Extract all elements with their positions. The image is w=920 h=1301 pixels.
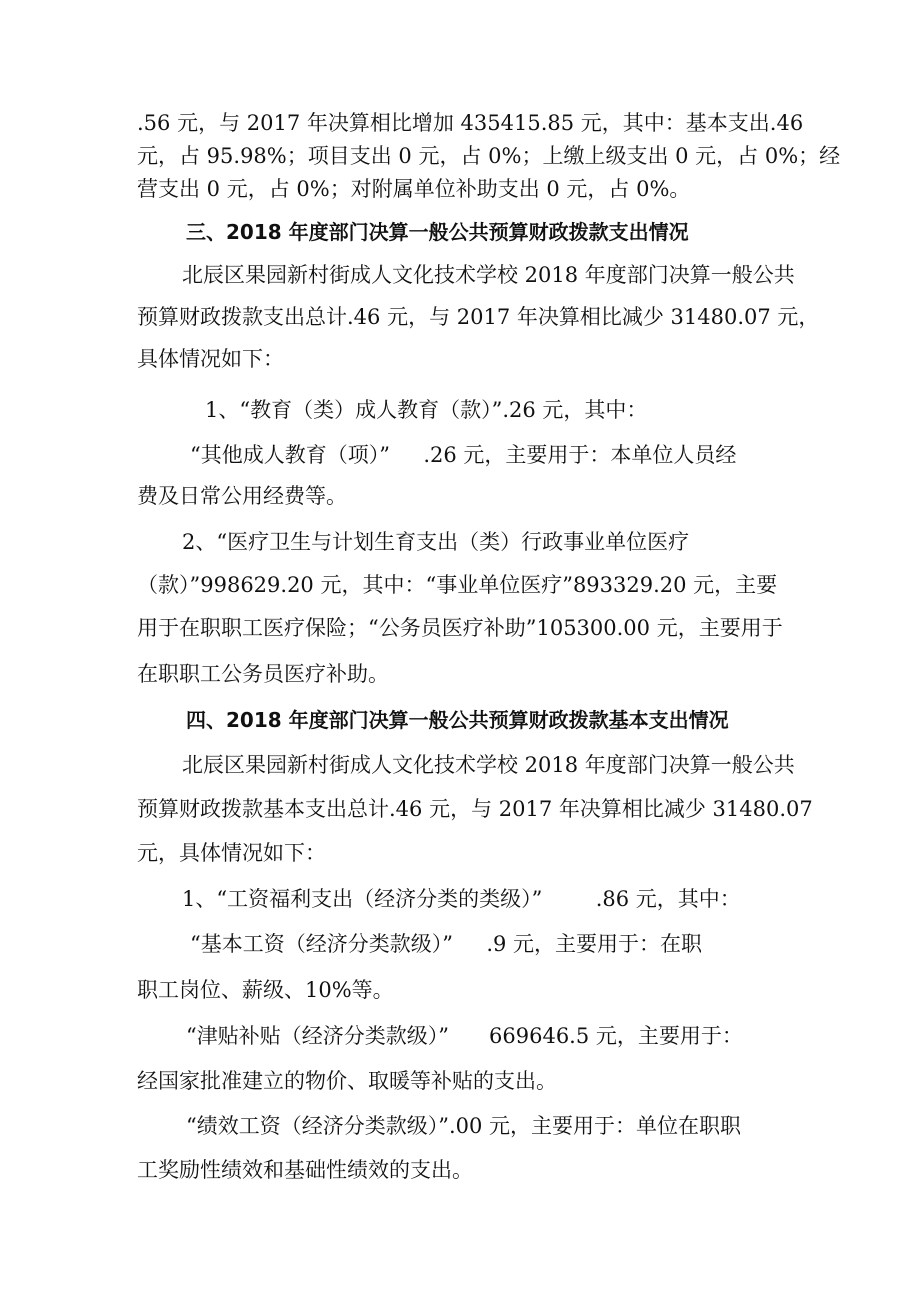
body-line: 元，占 95.98%；项目支出 0 元，占 0%；上缴上级支出 0 元，占 0%；经: [137, 144, 841, 168]
list-item-title: 1、“教育（类）成人教育（款）”.26 元，其中：: [205, 398, 648, 422]
body-line: 营支出 0 元，占 0%；对附属单位补助支出 0 元，占 0%。: [137, 177, 691, 201]
list-item-detail: 职工岗位、薪级、10%等。: [137, 978, 394, 1002]
body-line: 具体情况如下：: [137, 347, 284, 371]
section-heading-4: 四、2018 年度部门决算一般公共预算财政拨款基本支出情况: [186, 708, 729, 732]
list-item-title: 2、“医疗卫生与计划生育支出（类）行政事业单位医疗: [182, 530, 690, 554]
body-line: 北辰区果园新村街成人文化技术学校 2018 年度部门决算一般公共: [182, 263, 795, 287]
body-line: 北辰区果园新村街成人文化技术学校 2018 年度部门决算一般公共: [182, 753, 795, 777]
list-item-detail: 经国家批准建立的物价、取暖等补贴的支出。: [137, 1069, 557, 1093]
list-item-detail: “绩效工资（经济分类款级）”.00 元，主要用于：单位在职职: [186, 1114, 742, 1138]
body-line: 元，具体情况如下：: [137, 841, 326, 865]
body-line: 在职职工公务员医疗补助。: [137, 662, 389, 686]
body-line: .56 元，与 2017 年决算相比增加 435415.85 元，其中：基本支出.46: [137, 111, 804, 135]
list-item-title: 1、“工资福利支出（经济分类的类级）” .86 元，其中：: [182, 887, 741, 911]
list-item-detail: “其他成人教育（项）” .26 元，主要用于：本单位人员经: [190, 443, 737, 467]
body-line: 用于在职职工医疗保险；“公务员医疗补助”105300.00 元，主要用于: [137, 616, 783, 640]
section-heading-3: 三、2018 年度部门决算一般公共预算财政拨款支出情况: [186, 220, 689, 244]
list-item-detail: 工奖励性绩效和基础性绩效的支出。: [137, 1158, 473, 1182]
list-item-detail: “基本工资（经济分类款级）” .9 元，主要用于：在职: [190, 932, 703, 956]
body-line: 预算财政拨款支出总计.46 元，与 2017 年决算相比减少 31480.07 元，: [137, 305, 820, 329]
list-item-detail: 费及日常公用经费等。: [137, 484, 347, 508]
list-item-detail: “津贴补贴（经济分类款级）” 669646.5 元，主要用于：: [186, 1024, 743, 1048]
body-line: （款）”998629.20 元，其中：“事业单位医疗”893329.20 元，主要: [137, 573, 778, 597]
body-line: 预算财政拨款基本支出总计.46 元，与 2017 年决算相比减少 31480.07: [137, 797, 813, 821]
